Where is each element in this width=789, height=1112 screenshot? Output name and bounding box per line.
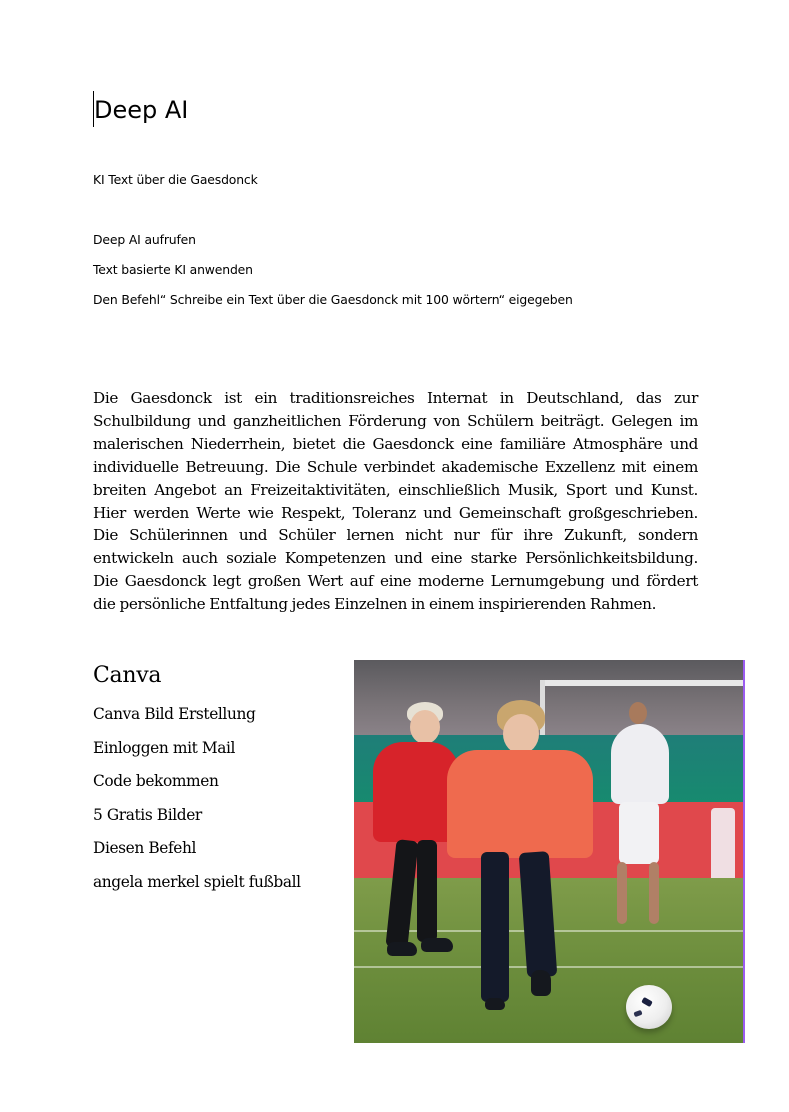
canva-item[interactable]: Einloggen mit Mail <box>93 739 236 757</box>
head <box>503 714 539 754</box>
heading-deep-ai[interactable]: Deep AI <box>94 96 189 124</box>
heading-canva[interactable]: Canva <box>93 663 162 688</box>
torso <box>611 724 669 804</box>
ai-generated-text[interactable] <box>93 387 698 616</box>
step-1[interactable]: Deep AI aufrufen <box>93 232 196 247</box>
subtitle[interactable]: KI Text über die Gaesdonck <box>93 172 258 187</box>
text-line: die persönliche Entfaltung jedes Einzelnen in einem inspirierenden Rahmen. <box>93 595 657 614</box>
football <box>626 985 672 1029</box>
shoe <box>531 970 551 996</box>
text-line: Die Gaesdonck legt großen Wert auf eine moderne Lernumgebung und fördert <box>93 572 698 591</box>
canva-item[interactable]: Code bekommen <box>93 772 219 790</box>
text-line: breiten Angebot an Freizeitaktivitäten, einschließlich Musik, Sport und Kunst. <box>93 480 698 499</box>
text-line: Hier werden Werte wie Respekt, Toleranz und Gemeinschaft großgeschrieben. <box>93 503 698 522</box>
step-3[interactable]: Den Befehl“ Schreibe ein Text über die Gaesdonck mit 100 wörtern“ eigegeben <box>93 292 573 307</box>
shoe <box>485 998 505 1010</box>
text-line: Die Gaesdonck ist ein traditionsreiches Internat in Deutschland, das zur <box>93 389 698 407</box>
leg <box>649 862 659 924</box>
text-line: individuelle Betreuung. Die Schule verbindet akademische Exzellenz mit einem <box>93 457 698 476</box>
head <box>410 710 440 744</box>
image-selection-border <box>743 660 745 1043</box>
text-line: Schulbildung und ganzheitlichen Förderung von Schülern beiträgt. Gelegen im <box>93 411 698 430</box>
text-line: entwickeln auch soziale Kompetenzen und eine starke Persönlichkeitsbildung. <box>93 549 698 568</box>
goal-crossbar <box>540 680 745 686</box>
leg <box>617 862 627 924</box>
canva-item[interactable]: Diesen Befehl <box>93 839 197 857</box>
step-2[interactable]: Text basierte KI anwenden <box>93 262 253 277</box>
orange-blazer <box>447 750 593 858</box>
leg <box>481 852 509 1002</box>
head <box>629 702 647 724</box>
canva-item[interactable]: 5 Gratis Bilder <box>93 806 202 824</box>
leg <box>417 840 437 942</box>
text-line: malerischen Niederrhein, bietet die Gaesdonck eine familiäre Atmosphäre und <box>93 434 698 453</box>
text-line: Die Schülerinnen und Schüler lernen nicht nur für ihre Zukunft, sondern <box>93 526 698 545</box>
shoe <box>387 942 417 956</box>
shoe <box>421 938 453 952</box>
canva-item[interactable]: angela merkel spielt fußball <box>93 873 301 891</box>
shorts <box>619 802 659 864</box>
generated-image[interactable] <box>354 660 745 1043</box>
canva-item[interactable]: Canva Bild Erstellung <box>93 705 256 723</box>
board-graphic <box>711 808 735 880</box>
